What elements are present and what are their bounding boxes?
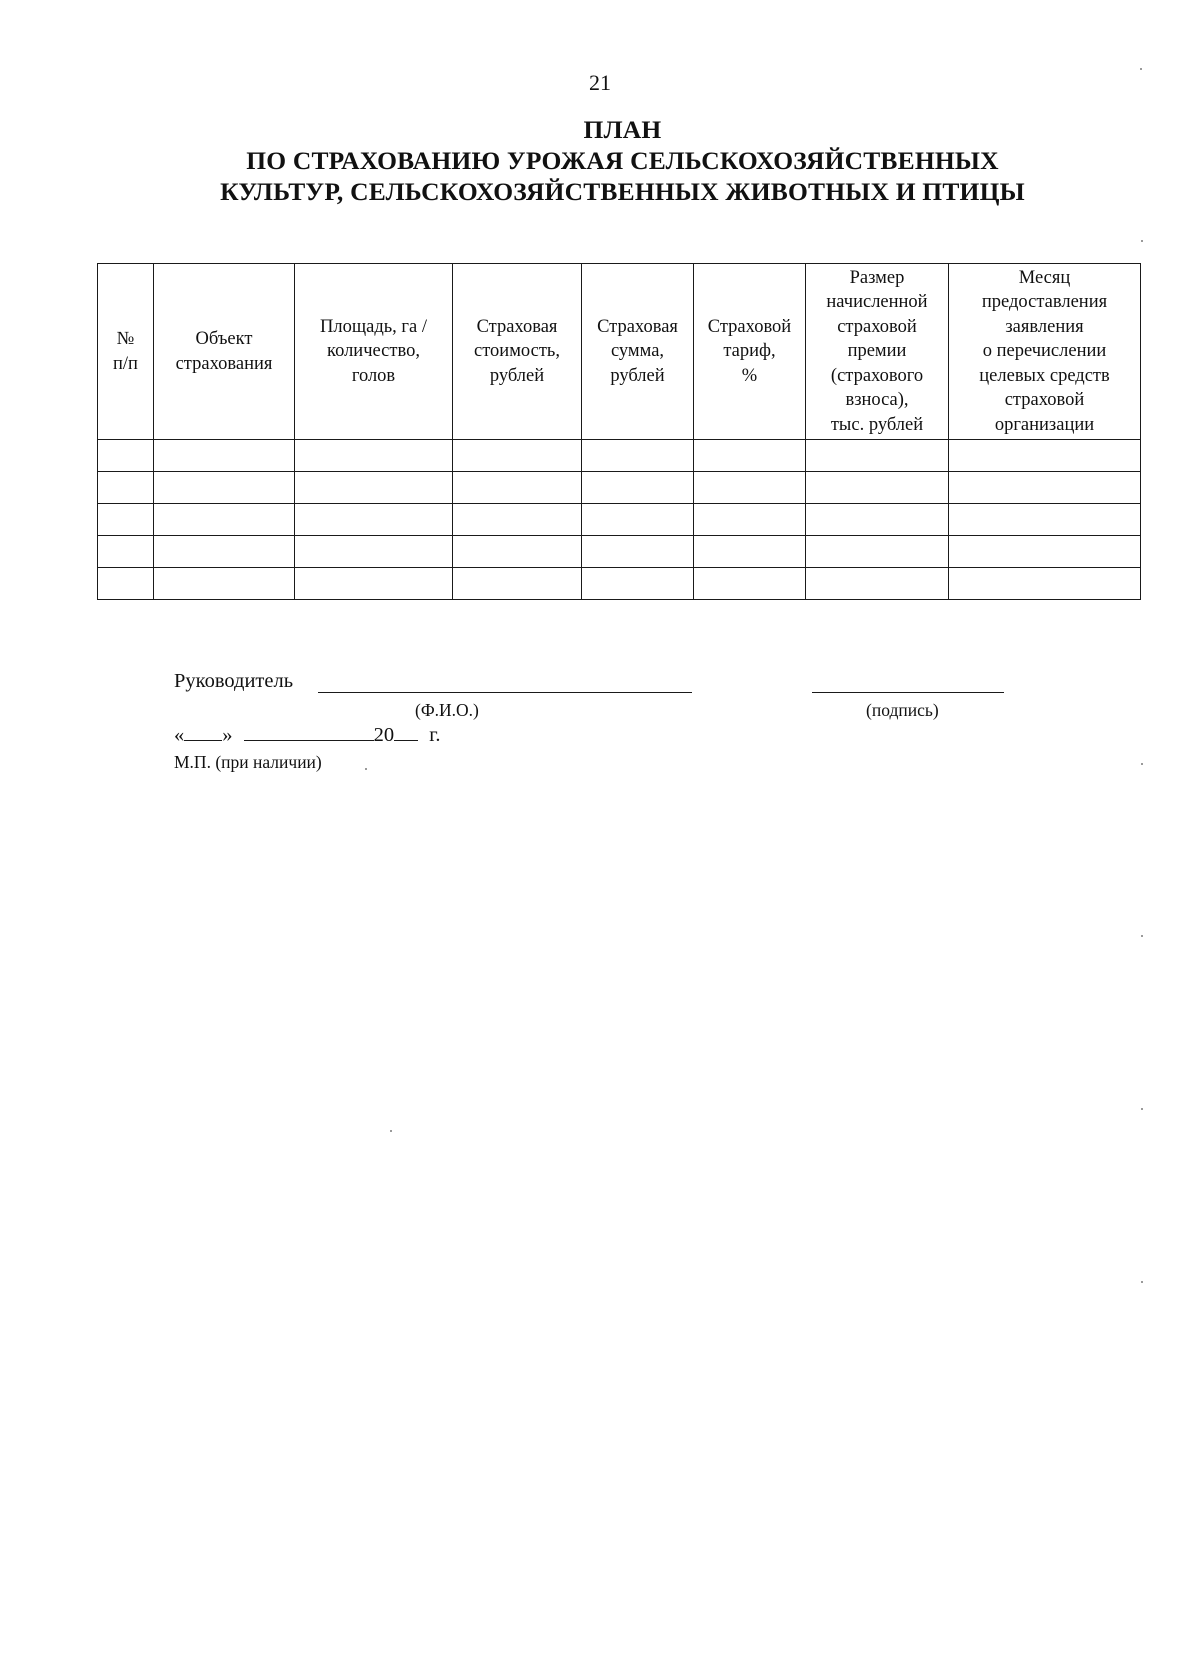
header-cell-line: (страхового — [830, 365, 924, 386]
table-cell[interactable] — [806, 568, 949, 600]
table-cell[interactable] — [949, 568, 1141, 600]
header-cell-line: начисленной — [826, 292, 928, 313]
month-blank — [244, 722, 374, 741]
table-cell[interactable] — [582, 440, 694, 472]
table-cell[interactable] — [582, 504, 694, 536]
header-cell — [582, 264, 694, 440]
table-row — [98, 536, 1141, 568]
table-row — [98, 440, 1141, 472]
table-cell[interactable] — [98, 504, 154, 536]
table-cell[interactable] — [582, 568, 694, 600]
scan-speck — [1141, 1108, 1143, 1110]
table-body — [98, 440, 1141, 600]
table-cell[interactable] — [949, 440, 1141, 472]
table-cell[interactable] — [806, 536, 949, 568]
scan-speck — [1141, 763, 1143, 765]
date-line — [174, 722, 440, 747]
table-cell[interactable] — [295, 536, 453, 568]
header-cell-line: % — [741, 365, 758, 386]
header-cell-line: № — [116, 329, 135, 349]
table-cell[interactable] — [949, 504, 1141, 536]
header-cell-line: тариф, — [723, 341, 776, 362]
head-label: Руководитель — [174, 670, 294, 692]
header-cell-line: Месяц — [1018, 267, 1071, 288]
header-cell — [806, 264, 949, 440]
fio-label: (Ф.И.О.) — [415, 700, 479, 720]
scan-speck — [1141, 935, 1143, 937]
stamp-label: М.П. (при наличии) — [174, 752, 322, 772]
header-cell-line: голов — [351, 365, 396, 386]
header-cell — [98, 264, 154, 440]
table-row — [98, 504, 1141, 536]
scan-speck — [1141, 240, 1143, 242]
header-cell-line: страхования — [175, 353, 273, 374]
header-cell-line: п/п — [113, 353, 138, 374]
header-cell-line: взноса), — [845, 390, 909, 411]
table-cell[interactable] — [154, 568, 295, 600]
date-year: 20 — [373, 724, 395, 746]
header-cell — [295, 264, 453, 440]
header-cell-line: страховой — [837, 316, 917, 337]
fio-line — [318, 692, 692, 693]
table-cell[interactable] — [98, 440, 154, 472]
header-cell-line: тыс. рублей — [830, 414, 924, 435]
header-cell — [949, 264, 1141, 440]
header-cell-line: предоставления — [981, 292, 1108, 313]
table-cell[interactable] — [582, 536, 694, 568]
table-cell[interactable] — [98, 472, 154, 504]
header-cell-line: рублей — [610, 365, 665, 386]
date-close-quote: » — [222, 724, 233, 746]
table-cell[interactable] — [949, 536, 1141, 568]
table-cell[interactable] — [295, 440, 453, 472]
header-cell-line: количество, — [327, 341, 420, 362]
header-cell-line: Площадь, га / — [320, 316, 427, 337]
header-cell-line: заявления — [1005, 316, 1084, 337]
signature-label: (подпись) — [866, 700, 939, 720]
document-title — [0, 114, 1200, 207]
scan-speck — [365, 768, 367, 770]
table-cell[interactable] — [694, 440, 806, 472]
header-cell-line: рублей — [489, 365, 545, 386]
table-cell[interactable] — [98, 536, 154, 568]
header-cell — [154, 264, 295, 440]
header-cell — [694, 264, 806, 440]
header-cell — [453, 264, 582, 440]
header-cell-line: целевых средств — [979, 365, 1110, 386]
table-cell[interactable] — [694, 568, 806, 600]
table-cell[interactable] — [154, 504, 295, 536]
table-row — [98, 472, 1141, 504]
header-cell-line: Объект — [195, 329, 253, 349]
table-cell[interactable] — [806, 472, 949, 504]
insurance-plan-table — [97, 263, 1141, 600]
header-cell-line: организации — [994, 414, 1095, 435]
signature-line — [812, 692, 1004, 693]
header-cell-line: Страховая — [476, 316, 558, 337]
table-cell[interactable] — [453, 568, 582, 600]
title-line-3: КУЛЬТУР, СЕЛЬСКОХОЗЯЙСТВЕННЫХ ЖИВОТНЫХ И ПТИЦЫ — [220, 177, 1025, 206]
header-cell-line: сумма, — [610, 341, 665, 362]
title-line-1: ПЛАН — [583, 115, 662, 144]
table-cell[interactable] — [154, 472, 295, 504]
header-cell-line: премии — [847, 341, 907, 362]
header-cell-line: Страховая — [597, 316, 678, 337]
table-cell[interactable] — [582, 472, 694, 504]
year-blank — [394, 722, 418, 741]
table-cell[interactable] — [453, 472, 582, 504]
table-cell[interactable] — [694, 536, 806, 568]
title-line-2: ПО СТРАХОВАНИЮ УРОЖАЯ СЕЛЬСКОХОЗЯЙСТВЕННЫХ — [246, 146, 999, 175]
scan-speck — [1141, 1281, 1143, 1283]
date-suffix: г. — [429, 724, 441, 746]
scan-speck — [1140, 68, 1142, 70]
day-blank — [184, 722, 222, 741]
table-cell[interactable] — [806, 440, 949, 472]
table-cell[interactable] — [694, 472, 806, 504]
table-cell[interactable] — [694, 504, 806, 536]
table-cell[interactable] — [154, 536, 295, 568]
table-cell[interactable] — [453, 504, 582, 536]
table-header-row — [98, 264, 1141, 440]
table-cell[interactable] — [949, 472, 1141, 504]
date-open-quote: « — [174, 724, 185, 746]
table-cell[interactable] — [154, 440, 295, 472]
page-number: 21 — [589, 70, 611, 95]
table-cell[interactable] — [295, 568, 453, 600]
header-cell-line: страховой — [1004, 390, 1085, 411]
table-cell[interactable] — [453, 440, 582, 472]
header-cell-line: стоимость, — [474, 341, 560, 362]
table-row — [98, 568, 1141, 600]
header-cell-line: о перечислении — [982, 341, 1107, 362]
header-cell-line: Размер — [849, 267, 905, 288]
table-cell[interactable] — [453, 536, 582, 568]
table-cell[interactable] — [98, 568, 154, 600]
scan-speck — [390, 1130, 392, 1132]
header-cell-line: Страховой — [707, 316, 792, 337]
table-cell[interactable] — [806, 504, 949, 536]
table-cell[interactable] — [295, 472, 453, 504]
table-cell[interactable] — [295, 504, 453, 536]
